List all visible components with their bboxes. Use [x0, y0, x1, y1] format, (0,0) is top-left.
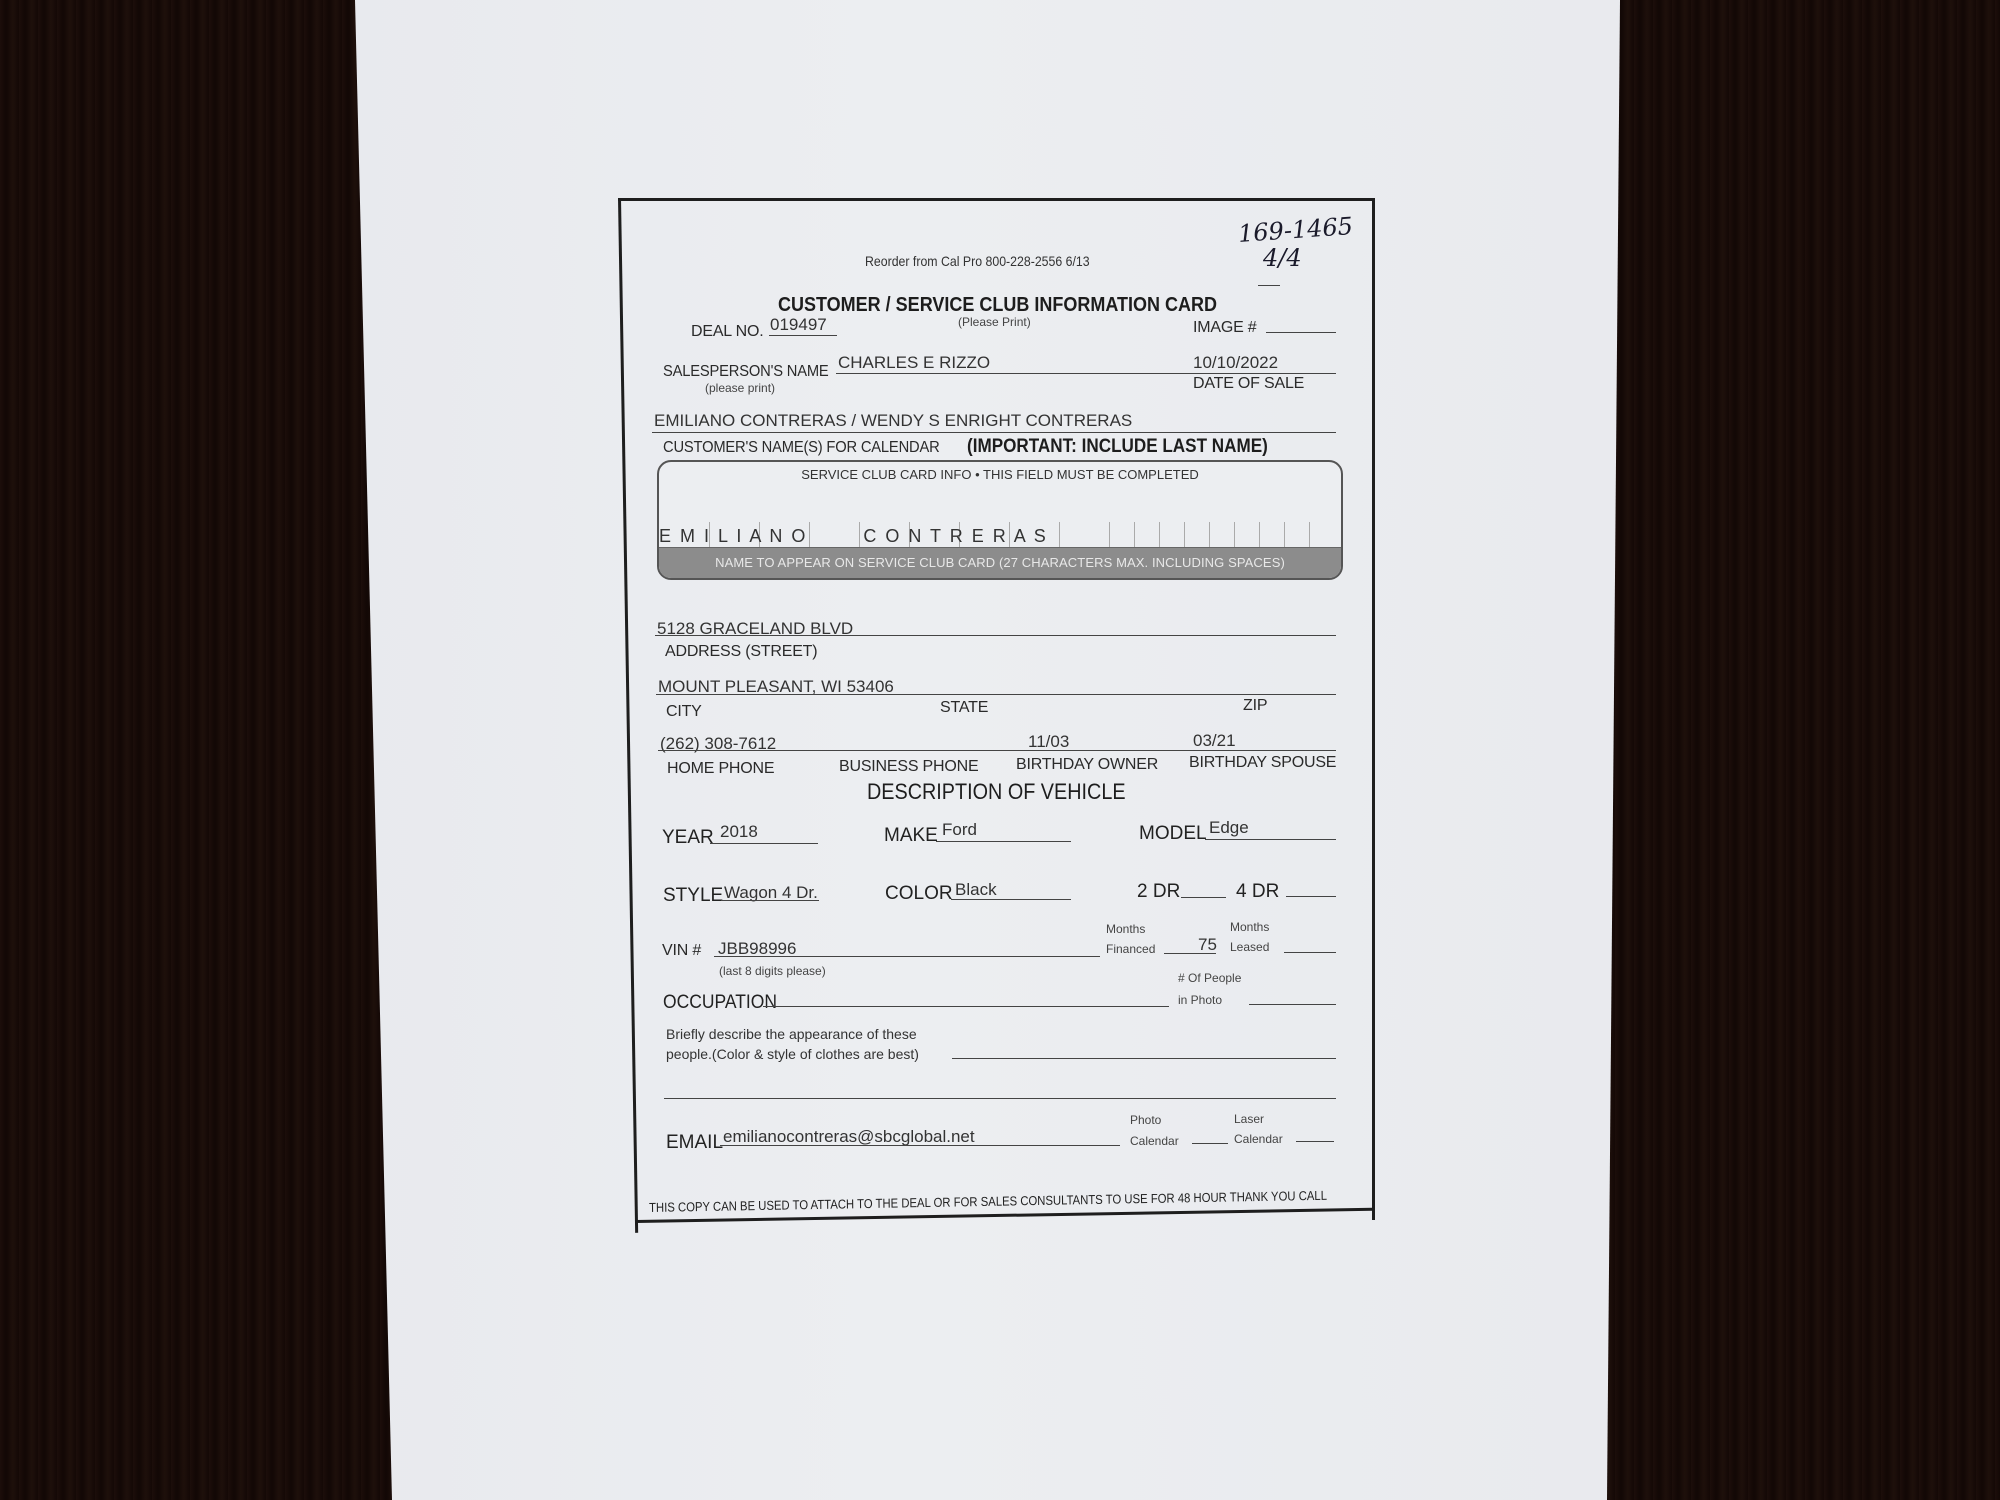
business-phone-label: BUSINESS PHONE — [839, 758, 979, 775]
please-print-note: (Please Print) — [958, 315, 1031, 329]
color-label: COLOR — [885, 883, 953, 904]
city-label: CITY — [666, 703, 702, 720]
card-title: CUSTOMER / SERVICE CLUB INFORMATION CARD — [778, 294, 1218, 316]
people-in-photo-line — [1249, 1004, 1336, 1005]
date-of-sale-value: 10/10/2022 — [1193, 353, 1279, 372]
include-last-name-note: (IMPORTANT: INCLUDE LAST NAME) — [967, 436, 1268, 457]
grid-tick — [1259, 522, 1260, 548]
card-border-left — [618, 198, 638, 1233]
date-of-sale-label: DATE OF SALE — [1193, 375, 1305, 392]
card-border-top — [618, 198, 1374, 201]
occupation-line — [763, 1006, 1169, 1007]
deal-no-label: DEAL NO. — [691, 323, 764, 340]
email-label: EMAIL — [666, 1132, 724, 1153]
vin-note: (last 8 digits please) — [719, 964, 826, 978]
model-label: MODEL — [1139, 823, 1207, 844]
grid-tick — [1134, 522, 1135, 548]
street-line — [655, 635, 1336, 636]
months-leased-line — [1284, 952, 1336, 953]
city-line — [656, 694, 1336, 695]
style-line — [721, 900, 819, 901]
customer-names-value: EMILIANO CONTRERAS / WENDY S ENRIGHT CONTRERAS — [654, 411, 1133, 430]
months-financed-label-1: Months — [1106, 922, 1146, 936]
two-door-line — [1181, 897, 1226, 898]
handwritten-fraction: 4/4 — [1263, 244, 1302, 272]
year-value: 2018 — [720, 822, 758, 841]
make-label: MAKE — [884, 825, 938, 846]
laser-calendar-line — [1296, 1141, 1334, 1142]
describe-prompt-line-2: people.(Color & style of clothes are best) — [666, 1046, 919, 1062]
grid-tick — [1309, 522, 1310, 548]
salesperson-line — [836, 373, 1336, 374]
email-value: emilianocontreras@sbcglobal.net — [723, 1127, 975, 1146]
describe-line-2 — [664, 1098, 1336, 1099]
months-leased-label-1: Months — [1230, 920, 1270, 934]
photo-calendar-line — [1192, 1143, 1228, 1144]
four-door-label: 4 DR — [1236, 881, 1280, 902]
street-label: ADDRESS (STREET) — [665, 643, 818, 660]
reorder-info: Reorder from Cal Pro 800-228-2556 6/13 — [865, 253, 1090, 269]
four-door-line — [1286, 896, 1336, 897]
occupation-label: OCCUPATION — [663, 992, 777, 1013]
service-club-footer-text: NAME TO APPEAR ON SERVICE CLUB CARD (27 CHARACTERS MAX. INCLUDING SPACES) — [715, 555, 1285, 570]
zip-label: ZIP — [1243, 697, 1268, 714]
grid-tick — [1184, 522, 1185, 548]
vin-value: JBB98996 — [718, 939, 797, 958]
months-financed-line — [1164, 953, 1216, 954]
image-number-line — [1266, 332, 1336, 333]
make-value: Ford — [942, 820, 977, 839]
service-club-header: SERVICE CLUB CARD INFO • THIS FIELD MUST BE COMPLETED — [801, 467, 1199, 482]
months-financed-label-2: Financed — [1106, 942, 1156, 956]
customer-names-line — [652, 432, 1336, 433]
city-state-zip-value: MOUNT PLEASANT, WI 53406 — [658, 677, 894, 696]
image-number-label: IMAGE # — [1193, 319, 1257, 336]
color-line — [951, 899, 1071, 900]
laser-calendar-label-2: Calendar — [1234, 1132, 1283, 1146]
state-label: STATE — [940, 699, 989, 716]
home-phone-label: HOME PHONE — [667, 760, 775, 777]
photo-calendar-label-2: Calendar — [1130, 1134, 1179, 1148]
people-in-photo-label-1: # Of People — [1178, 971, 1242, 985]
deal-no-line — [769, 335, 837, 336]
birthday-spouse-label: BIRTHDAY SPOUSE — [1189, 754, 1337, 771]
birthday-owner-label: BIRTHDAY OWNER — [1016, 756, 1159, 773]
email-line — [720, 1145, 1120, 1146]
vin-label: VIN # — [662, 942, 702, 959]
deal-no-value: 019497 — [770, 315, 827, 334]
months-financed-value: 75 — [1198, 935, 1217, 954]
service-club-card-box — [657, 460, 1343, 580]
service-club-name-value: E M I L I A N O C O N T R E R A S — [659, 526, 1048, 546]
grid-tick — [1109, 522, 1110, 548]
vin-line — [714, 956, 1100, 957]
grid-tick — [1159, 522, 1160, 548]
two-door-label: 2 DR — [1137, 881, 1181, 902]
grid-tick — [1234, 522, 1235, 548]
people-in-photo-label-2: in Photo — [1178, 993, 1223, 1007]
card-border-right — [1372, 198, 1375, 1220]
laser-calendar-label-1: Laser — [1234, 1112, 1265, 1126]
months-leased-label-2: Leased — [1230, 940, 1270, 954]
style-label: STYLE — [663, 885, 724, 906]
salesperson-label: SALESPERSON'S NAME — [663, 363, 829, 380]
service-club-footer-bar — [659, 547, 1341, 578]
style-value: Wagon 4 Dr. — [724, 883, 818, 902]
street-value: 5128 GRACELAND BLVD — [657, 619, 854, 638]
grid-tick — [1284, 522, 1285, 548]
salesperson-print-note: (please print) — [705, 381, 776, 395]
model-line — [1205, 839, 1336, 840]
year-line — [710, 843, 818, 844]
handwritten-underline — [1258, 285, 1280, 286]
handwritten-number: 169-1465 — [1237, 212, 1354, 248]
birthday-spouse-value: 03/21 — [1193, 731, 1236, 750]
vehicle-section-heading: DESCRIPTION OF VEHICLE — [867, 779, 1126, 804]
make-line — [936, 841, 1071, 842]
home-phone-value: (262) 308-7612 — [660, 734, 777, 753]
describe-line-1 — [952, 1058, 1336, 1059]
salesperson-value: CHARLES E RIZZO — [838, 353, 991, 372]
customer-info-card — [618, 198, 1371, 1220]
model-value: Edge — [1209, 818, 1249, 837]
birthday-owner-value: 11/03 — [1028, 732, 1070, 751]
describe-prompt-line-1: Briefly describe the appearance of these — [666, 1026, 917, 1042]
grid-tick — [1059, 522, 1060, 548]
photo-calendar-label-1: Photo — [1130, 1113, 1162, 1127]
year-label: YEAR — [662, 827, 714, 848]
color-value: Black — [955, 880, 997, 899]
grid-tick — [1209, 522, 1210, 548]
customer-names-label: CUSTOMER'S NAME(S) FOR CALENDAR — [663, 439, 940, 456]
footer-note: THIS COPY CAN BE USED TO ATTACH TO THE DEAL OR FOR SALES CONSULTANTS TO USE FOR 48 HOUR THANK YOU CALL — [648, 1187, 1328, 1215]
phone-line — [658, 750, 1336, 751]
